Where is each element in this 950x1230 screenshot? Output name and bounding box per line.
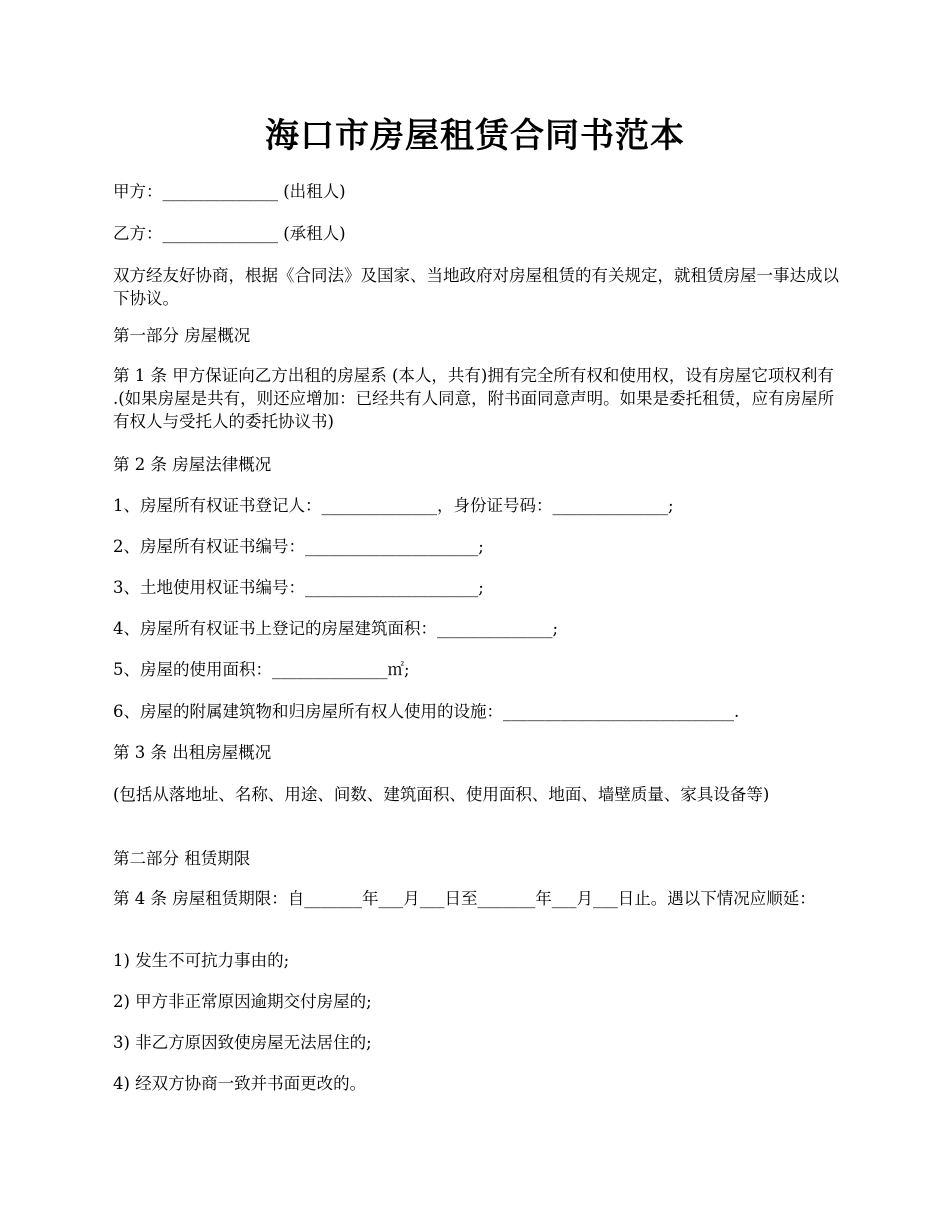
clause-item: 2、房屋所有权证书编号：_____________________; bbox=[113, 537, 484, 556]
clause-item: 1、房屋所有权证书登记人：______________，身份证号码：______________; bbox=[113, 496, 674, 515]
article-3-paragraph: (包括从落地址、名称、用途、间数、建筑面积、使用面积、地面、墙壁质量、家具设备等) bbox=[113, 785, 770, 804]
party-b-line: 乙方：______________ (承租人) bbox=[113, 224, 346, 243]
list-item: 4) 经双方协商一致并书面更改的。 bbox=[113, 1074, 367, 1093]
clause-item: 6、房屋的附属建筑物和归房屋所有权人使用的设施：____________________________. bbox=[113, 702, 740, 721]
clause-item: 3、土地使用权证书编号：_____________________; bbox=[113, 578, 484, 597]
list-item: 1) 发生不可抗力事由的; bbox=[113, 951, 290, 970]
document-title: 海口市房屋租赁合同书范本 bbox=[265, 116, 685, 156]
article-heading: 第 3 条 出租房屋概况 bbox=[113, 743, 272, 762]
section-heading: 第二部分 租赁期限 bbox=[113, 849, 251, 868]
list-item: 3) 非乙方原因致使房屋无法居住的; bbox=[113, 1033, 372, 1052]
article-1-paragraph: 第 1 条 甲方保证向乙方出租的房屋系 (本人，共有)拥有完全所有权和使用权，设有房屋它项权利有 .(如果房屋是共有，则还应增加：已经共有人同意，附书面同意声明。如果是委托租赁，应有房屋所有权人与受托人的委托协议书) bbox=[113, 366, 840, 431]
intro-paragraph: 双方经友好协商，根据《合同法》及国家、当地政府对房屋租赁的有关规定，就租赁房屋一事达成以下协议。 bbox=[113, 266, 839, 308]
clause-item: 4、房屋所有权证书上登记的房屋建筑面积：______________; bbox=[113, 619, 559, 638]
section-heading: 第一部分 房屋概况 bbox=[113, 326, 251, 345]
clause-item: 5、房屋的使用面积：______________㎡; bbox=[113, 660, 410, 679]
party-a-line: 甲方：______________ (出租人) bbox=[113, 182, 346, 201]
article-4-paragraph: 第 4 条 房屋租赁期限：自_______年___月___日至_______年___月___日止。遇以下情况应顺延： bbox=[113, 889, 816, 908]
article-heading: 第 2 条 房屋法律概况 bbox=[113, 455, 272, 474]
list-item: 2) 甲方非正常原因逾期交付房屋的; bbox=[113, 992, 372, 1011]
